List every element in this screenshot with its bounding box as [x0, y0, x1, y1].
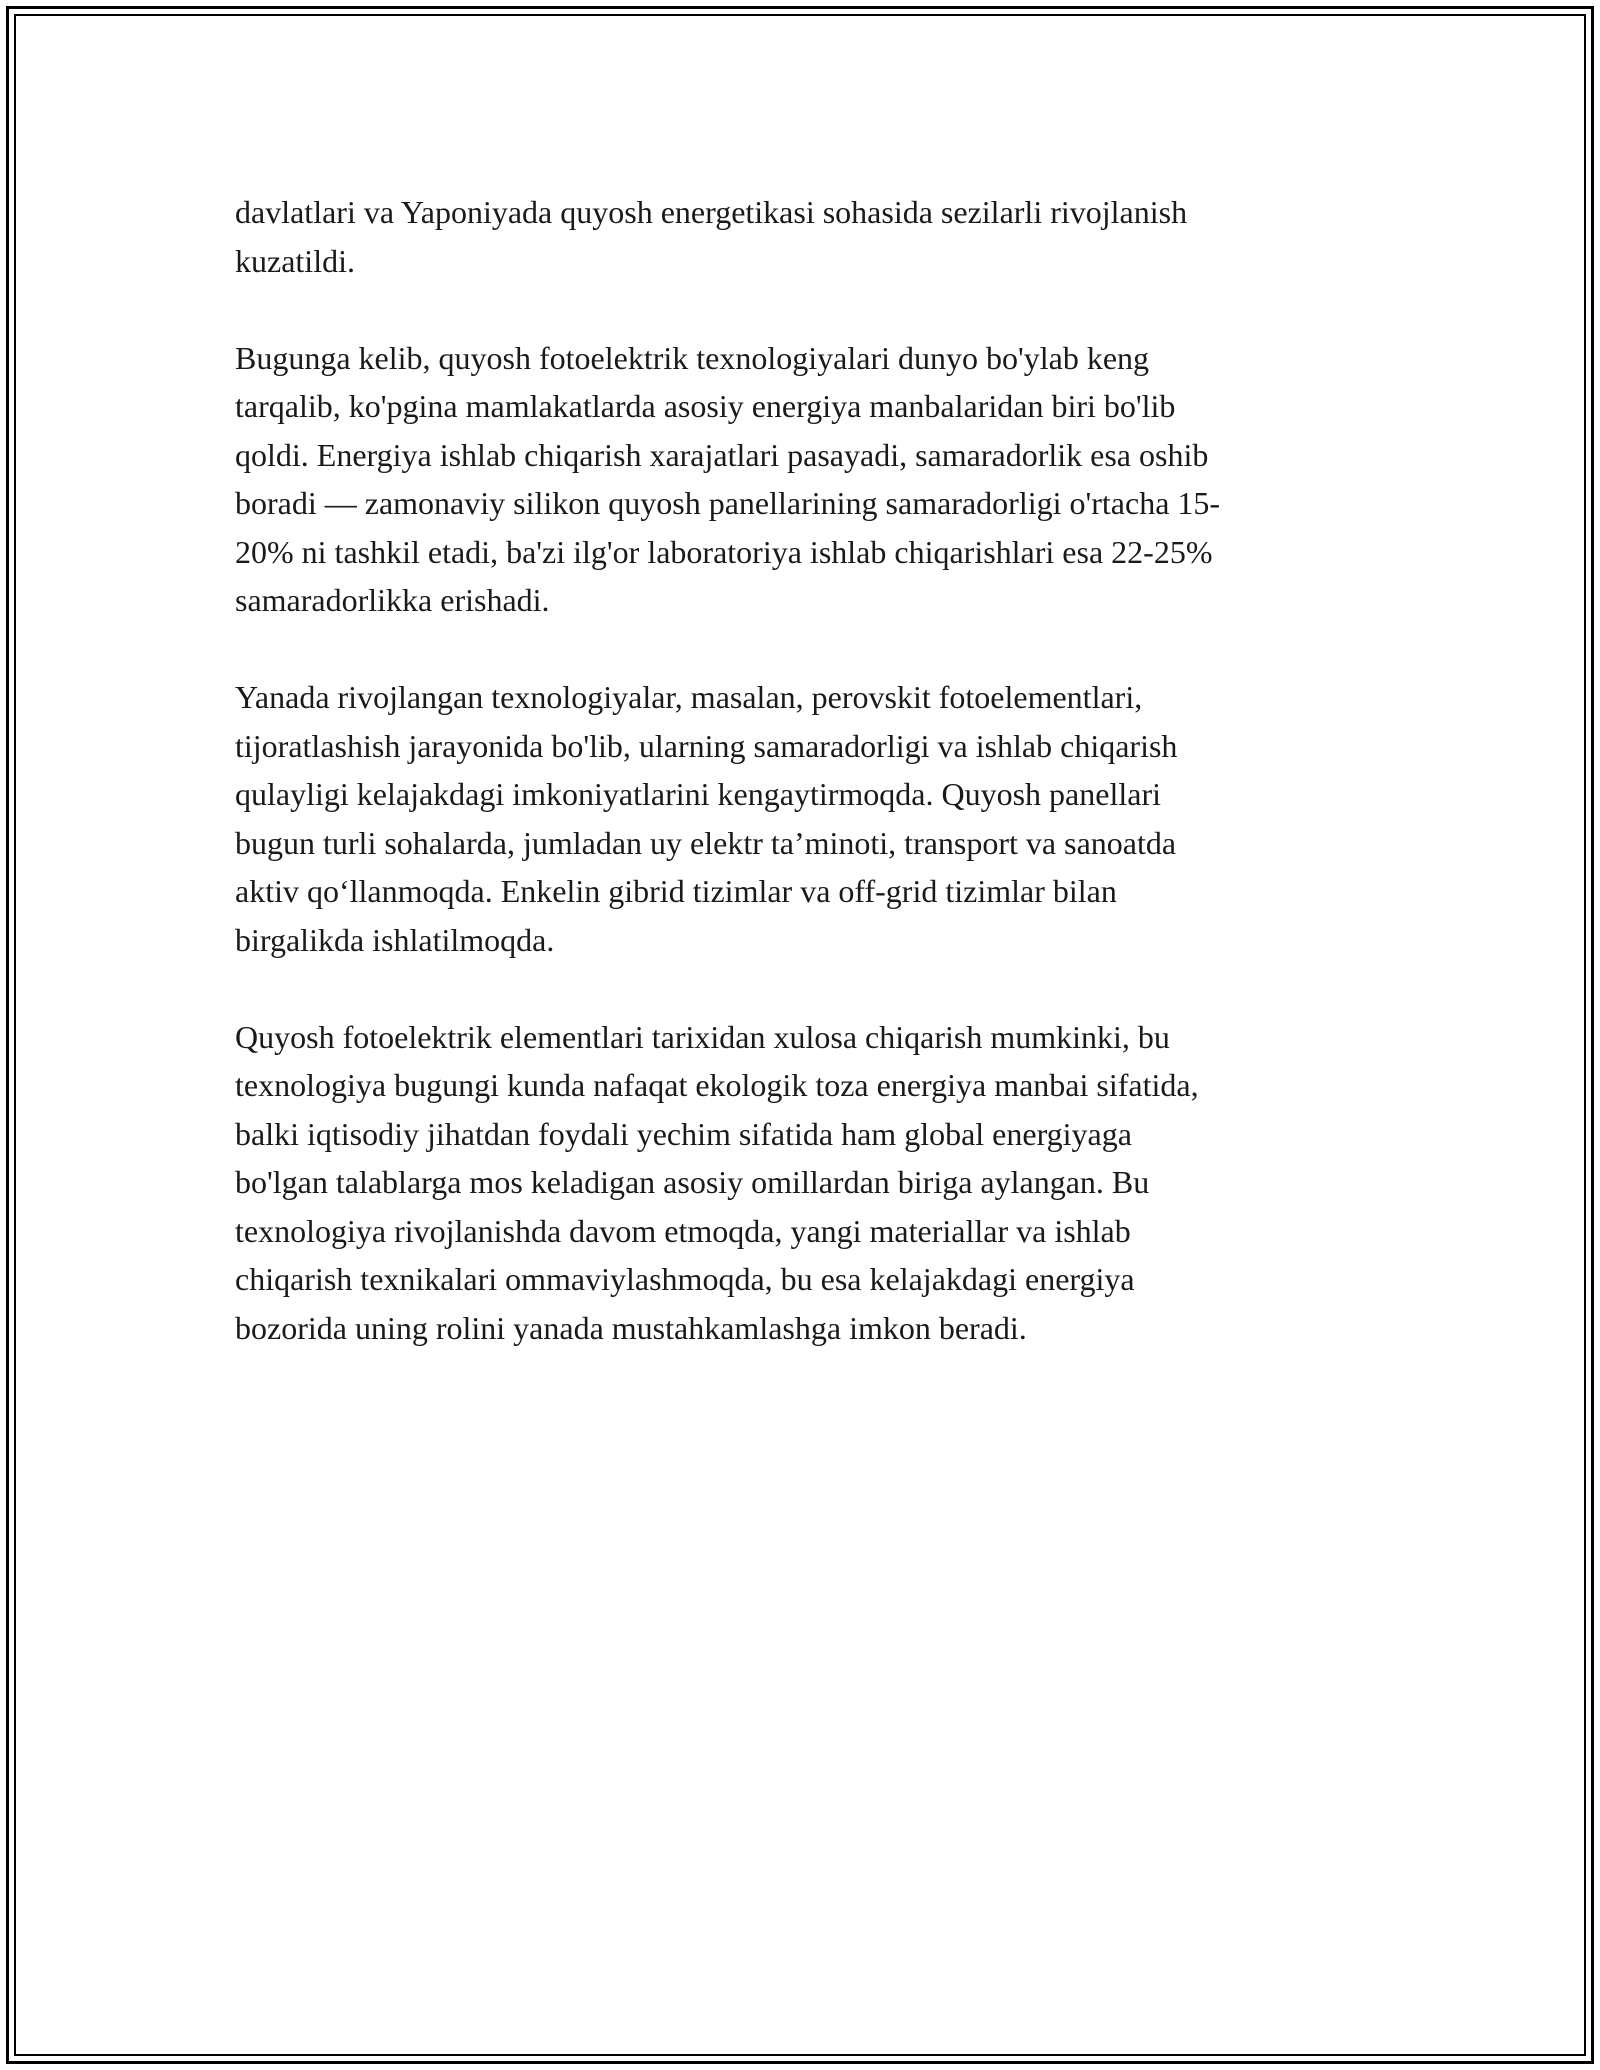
- document-body: [235, 188, 1385, 1401]
- paragraph-4: Quyosh fotoelektrik elementlari tarixidan xulosa chiqarish mumkinki, bu texnologiya bugungi kunda nafaqat ekologik toza energiya manbai sifatida, balki iqtisodiy jihatdan foydali yechim sifatida ham global energiyaga bo'lgan talablarga mos keladigan asosiy omillardan biriga aylangan. Bu texnologiya rivojlanishda davom etmoqda, yangi materiallar va ishlab chiqarish texnikalari ommaviylashmoqda, bu esa kelajakdagi energiya bozorida uning rolini yanada mustahkamlashga imkon beradi.: [235, 1018, 1199, 1346]
- paragraph-3: Yanada rivojlangan texnologiyalar, masalan, perovskit fotoelementlari, tijoratlashish jarayonida bo'lib, ularning samaradorligi va ishlab chiqarish qulayligi kelajakdagi imkoniyatlarini kengaytirmoqda. Quyosh panellari bugun turli sohalarda, jumladan uy elektr ta’minoti, transport va sanoatda aktiv qo‘llanmoqda. Enkelin gibrid tizimlar va off-grid tizimlar bilan birgalikda ishlatilmoqda.: [235, 679, 1178, 958]
- paragraph-1: davlatlari va Yaponiyada quyosh energetikasi sohasida sezilarli rivojlanish kuzatildi.: [235, 194, 1188, 279]
- paragraph-2: Bugunga kelib, quyosh fotoelektrik texnologiyalari dunyo bo'ylab keng tarqalib, ko'pgina mamlakatlarda asosiy energiya manbalaridan biri bo'lib qoldi. Energiya ishlab chiqarish xarajatlari pasayadi, samaradorlik esa oshib boradi — zamonaviy silikon quyosh panellarining samaradorligi o'rtacha 15- 20% ni tashkil etadi, ba'zi ilg'or laboratoriya ishlab chiqarishlari esa 22-25% samaradorlikka erishadi.: [235, 339, 1221, 618]
